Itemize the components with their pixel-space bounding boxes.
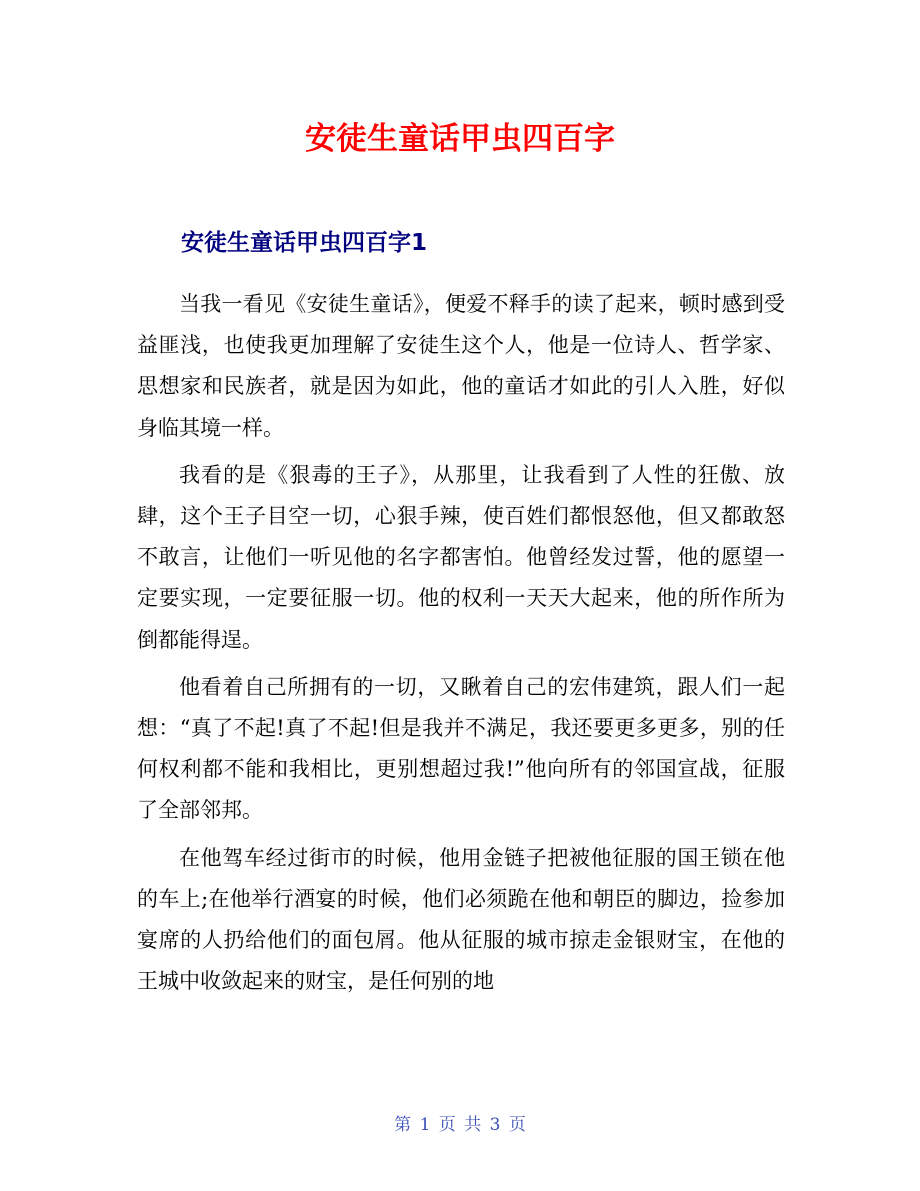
paragraph-3: 他看着自己所拥有的一切，又瞅着自己的宏伟建筑，跟人们一起想：“真了不起!真了不起!但是我并不满足，我还要更多更多，别的任何权利都不能和我相比，更别想超过我!”他向所有的邻国宣战，征服了全部邻邦。 bbox=[137, 674, 785, 823]
paragraph-2: 我看的是《狠毒的王子》，从那里，让我看到了人性的狂傲、放肆，这个王子目空一切，心狠手辣，使百姓们都恨怒他，但又都敢怒不敢言，让他们一听见他的名字都害怕。他曾经发过誓，他的愿望一定要实现，一定要征服一切。他的权利一天天大起来，他的所作所为倒都能得逞。 bbox=[137, 462, 785, 652]
paragraph-1: 当我一看见《安徒生童话》，便爱不释手的读了起来，顿时感到受益匪浅，也使我更加理解了安徒生这个人，他是一位诗人、哲学家、思想家和民族者，就是因为如此，他的童话才如此的引人入胜，好似身临其境一样。 bbox=[137, 292, 785, 440]
document-title: 安徒生童话甲虫四百字 bbox=[305, 121, 615, 157]
body-text bbox=[137, 284, 785, 1002]
section-heading: 安徒生童话甲虫四百字1 bbox=[181, 230, 428, 256]
page-number-footer: 第 1 页 共 3 页 bbox=[394, 1115, 526, 1135]
paragraph-4: 在他驾车经过街市的时候，他用金链子把被他征服的国王锁在他的车上;在他举行酒宴的时候，他们必须跪在他和朝臣的脚边，捡参加宴席的人扔给他们的面包屑。他从征服的城市掠走金银财宝，在他的王城中收敛起来的财宝，是任何别的地 bbox=[137, 845, 785, 994]
